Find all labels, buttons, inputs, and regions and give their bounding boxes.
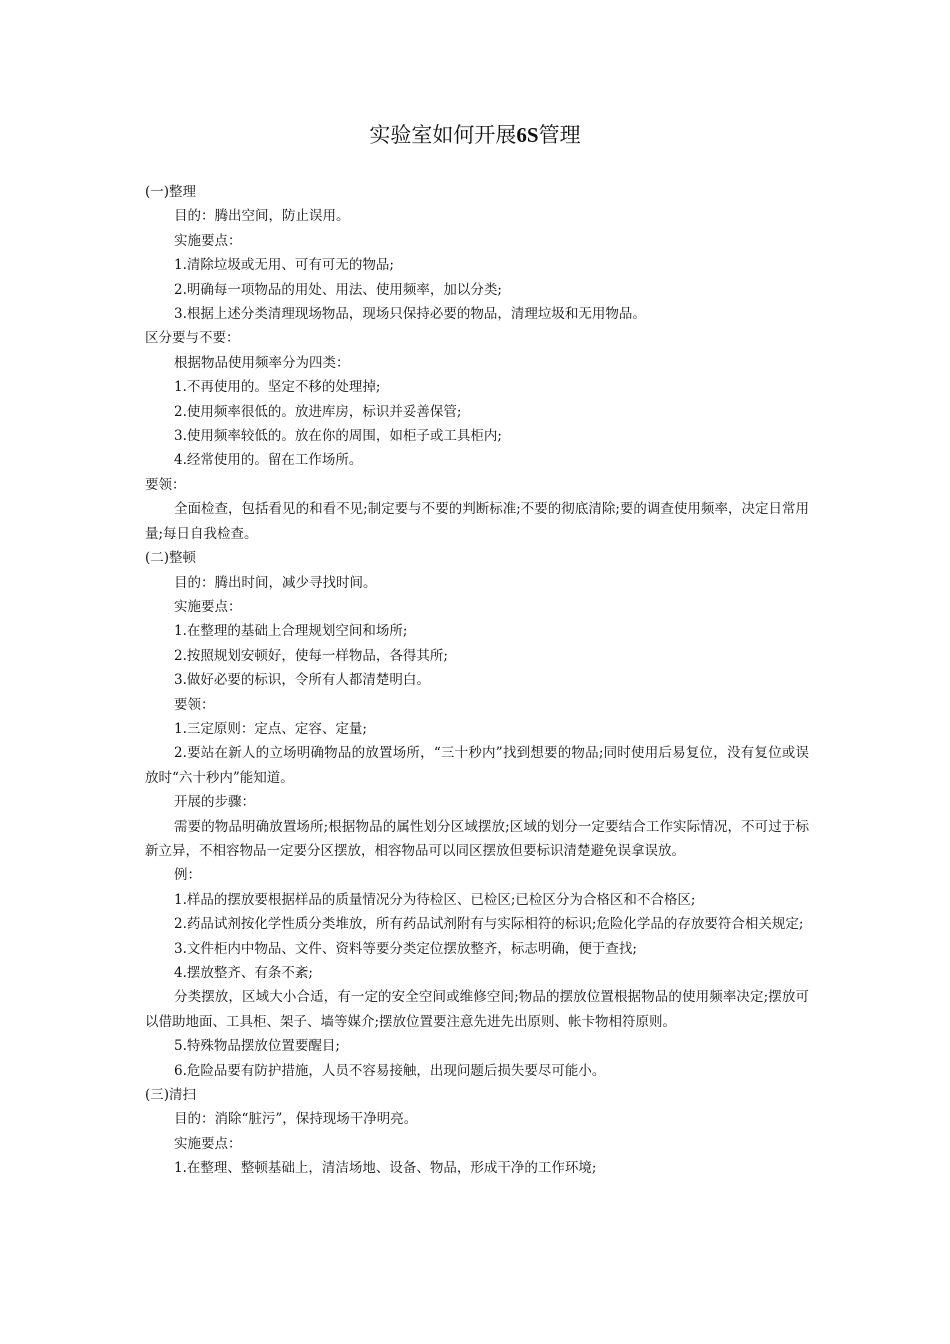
document-body	[145, 180, 809, 1181]
list-item: 1.在整理的基础上合理规划空间和场所;	[174, 623, 408, 640]
list-item: 3.文件柜内中物品、文件、资料等要分类定位摆放整齐，标志明确，便于查找;	[174, 940, 637, 957]
paragraph-line: 根据物品使用频率分为四类：	[174, 354, 350, 371]
list-item: 3.做好必要的标识，令所有人都清楚明白。	[174, 672, 430, 689]
list-item: 6.危险品要有防护措施，人员不容易接触，出现问题后损失要尽可能小。	[174, 1062, 606, 1079]
paragraph: 2.要站在新人的立场明确物品的放置场所，“三十秒内”找到想要的物品;同时使用后易复位，没有复位或误放时“六十秒内”能知道。	[145, 745, 809, 786]
list-item: 4.摆放整齐、有条不紊;	[174, 965, 313, 981]
subheading: 开展的步骤：	[174, 794, 255, 811]
list-item: 2.按照规划安顿好，使每一样物品，各得其所;	[174, 647, 448, 664]
title-text-bold: 6S	[516, 123, 539, 147]
list-item: 3.使用频率较低的。放在你的周围，如柜子或工具柜内;	[174, 428, 502, 445]
title-text-post: 管理	[538, 123, 581, 147]
paragraph: 全面检查，包括看见的和看不见;制定要与不要的判断标准;不要的彻底清除;要的调查使用频率，决定日常用量;每日自我检查。	[145, 501, 809, 542]
list-item: 3.根据上述分类清理现场物品，现场只保持必要的物品，清理垃圾和无用物品。	[174, 306, 646, 323]
subheading: 要领：	[145, 476, 186, 493]
paragraph: 2.药品试剂按化学性质分类堆放，所有药品试剂附有与实际相符的标识;危险化学品的存放要符合相关规定;	[174, 916, 804, 933]
paragraph: 分类摆放，区域大小合适，有一定的安全空间或维修空间;物品的摆放位置根据物品的使用频率决定;摆放可以借助地面、工具柜、架子、墙等媒介;摆放位置要注意先进先出原则、帐卡物相符原则。	[145, 989, 809, 1030]
subheading: 区分要与不要：	[145, 330, 240, 347]
section-heading: (二)整顿	[145, 550, 197, 567]
list-item: 1.不再使用的。坚定不移的处理掉;	[174, 379, 381, 396]
document-title	[0, 120, 950, 150]
list-item: 1.三定原则：定点、定容、定量;	[174, 720, 367, 737]
list-item: 1.在整理、整顿基础上，清洁场地、设备、物品，形成干净的工作环境;	[174, 1160, 597, 1177]
list-item: 2.明确每一项物品的用处、用法、使用频率，加以分类;	[174, 281, 502, 298]
list-item: 1.清除垃圾或无用、可有可无的物品;	[174, 257, 394, 274]
purpose-line: 目的：消除“脏污”，保持现场干净明亮。	[174, 1111, 418, 1128]
list-item: 4.经常使用的。留在工作场所。	[174, 452, 363, 469]
list-item: 5.特殊物品摆放位置要醒目;	[174, 1038, 340, 1055]
points-label: 实施要点：	[174, 232, 242, 249]
section-heading: (三)清扫	[145, 1087, 197, 1104]
points-label: 实施要点：	[174, 598, 242, 615]
title-text-pre: 实验室如何开展	[369, 123, 517, 147]
paragraph: 需要的物品明确放置场所;根据物品的属性划分区域摆放;区域的划分一定要结合工作实际情况，不可过于标新立异，不相容物品一定要分区摆放，相容物品可以同区摆放但要标识清楚避免误拿误放。	[145, 818, 809, 859]
list-item: 2.使用频率很低的。放进库房，标识并妥善保管;	[174, 403, 462, 420]
subheading: 例：	[174, 867, 201, 884]
points-label: 实施要点：	[174, 1135, 242, 1152]
purpose-line: 目的：腾出空间，防止误用。	[174, 208, 350, 225]
subheading: 要领：	[174, 696, 215, 713]
purpose-line: 目的：腾出时间，减少寻找时间。	[174, 574, 377, 591]
section-heading: (一)整理	[145, 184, 197, 200]
list-item: 1.样品的摆放要根据样品的质量情况分为待检区、已检区;已检区分为合格区和不合格区;	[174, 891, 696, 908]
